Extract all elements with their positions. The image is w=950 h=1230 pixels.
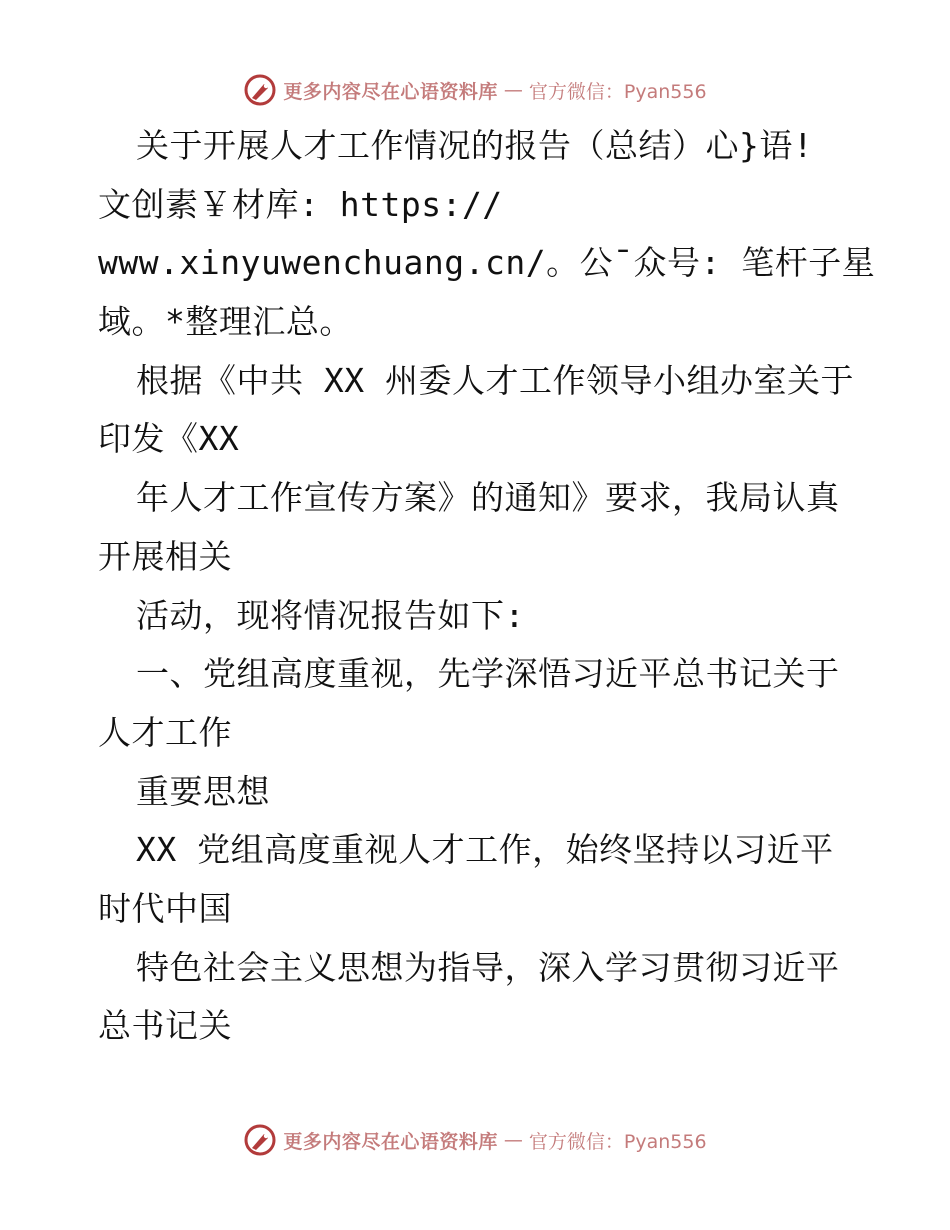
document-line: 印发《XX: [98, 419, 240, 459]
document-line: 特色社会主义思想为指导，深入学习贯彻习近平: [136, 947, 840, 987]
banner-contact: 官方微信：Pyan556: [528, 80, 707, 103]
document-line: 开展相关: [98, 536, 232, 576]
document-line: 域。*整理汇总。: [98, 302, 353, 342]
document-line: 根据《中共 XX 州委人才工作领导小组办室关于: [136, 360, 854, 400]
document-line: 人才工作: [98, 712, 232, 752]
document-body: [98, 117, 876, 1056]
banner-title: 更多内容尽在心语资料库: [283, 80, 498, 103]
document-line: XX 党组高度重视人才工作，始终坚持以习近平: [136, 830, 834, 870]
document-line: 年人才工作宣传方案》的通知》要求，我局认真: [136, 478, 840, 518]
footer-watermark-banner: [0, 1120, 950, 1160]
banner-content: [243, 1123, 706, 1157]
pen-nib-logo-icon: [243, 1123, 277, 1157]
document-line: 文创素￥材库: https://: [98, 184, 503, 224]
header-watermark-banner: [0, 70, 950, 110]
banner-content: [243, 73, 706, 107]
document-line: 活动，现将情况报告如下:: [136, 595, 525, 635]
pen-nib-logo-icon: [243, 73, 277, 107]
document-line: 总书记关: [98, 1006, 232, 1046]
banner-contact: 官方微信：Pyan556: [528, 1130, 707, 1153]
banner-title: 更多内容尽在心语资料库: [283, 1130, 498, 1153]
document-line: 重要思想: [136, 771, 270, 811]
document-line: www.xinyuwenchuang.cn/。公¯众号: 笔杆子星: [98, 243, 876, 283]
banner-separator: —: [503, 1129, 523, 1151]
document-line: 关于开展人才工作情况的报告（总结）心}语!: [136, 126, 814, 165]
document-line: 时代中国: [98, 888, 232, 928]
banner-separator: —: [503, 79, 523, 101]
document-line: 一、党组高度重视，先学深悟习近平总书记关于: [136, 654, 840, 694]
